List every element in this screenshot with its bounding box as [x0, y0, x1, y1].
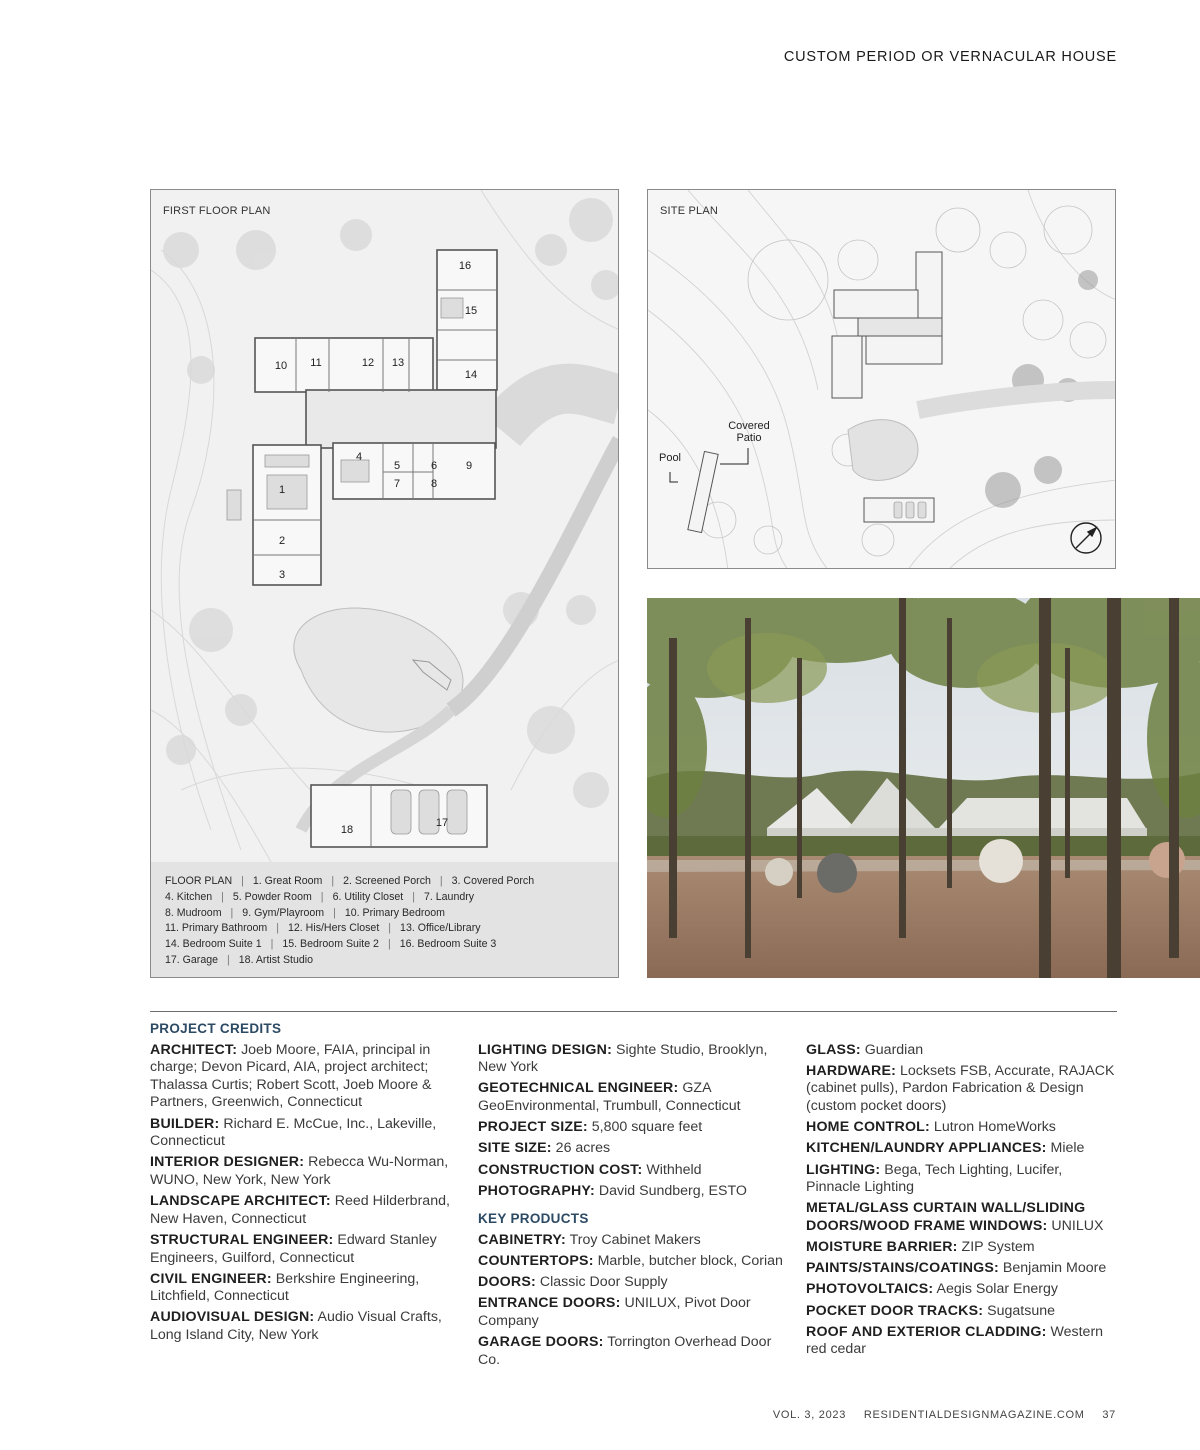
- credit-label: GARAGE DOORS:: [478, 1334, 604, 1351]
- pool-label: Pool: [658, 452, 682, 464]
- legend-line: 11. Primary Bathroom | 12. His/Hers Closet | 13. Office/Library: [165, 922, 481, 935]
- room-number: 10: [274, 360, 288, 372]
- room-number: 3: [278, 569, 286, 581]
- credit-entry: [478, 1119, 790, 1137]
- room-number: 1: [278, 484, 286, 496]
- credit-entry: [806, 1162, 1118, 1197]
- legend-item: 5. Powder Room: [232, 890, 312, 903]
- credit-value: UNILUX: [1047, 1217, 1104, 1234]
- credit-entry: [806, 1303, 1118, 1321]
- credit-value: Bega, Tech Lighting, Lucifer, Pinnacle Lighting: [806, 1161, 1063, 1196]
- credit-value: Audio Visual Crafts, Long Island City, New York: [150, 1309, 442, 1344]
- credit-label: GEOTECHNICAL ENGINEER:: [478, 1080, 679, 1097]
- credit-value: 5,800 square feet: [587, 1119, 703, 1136]
- room-number: 12: [361, 357, 375, 369]
- legend-item: 4. Kitchen: [165, 890, 213, 903]
- legend-item: 16. Bedroom Suite 3: [399, 938, 497, 951]
- floor-plan-drawing: [151, 190, 619, 862]
- credit-entry: [150, 1154, 462, 1189]
- credit-entry: [806, 1140, 1118, 1158]
- room-number: 15: [464, 305, 478, 317]
- credit-value: Berkshire Engineering, Litchfield, Connecticut: [150, 1270, 420, 1305]
- room-number: 7: [393, 478, 401, 490]
- credits-heading: PROJECT CREDITS: [150, 1021, 282, 1036]
- room-number: 5: [393, 460, 401, 472]
- credit-entry: [478, 1183, 790, 1201]
- page-footer: [759, 1409, 1116, 1421]
- credit-entry: [806, 1260, 1118, 1278]
- legend-item: 2. Screened Porch: [343, 875, 431, 887]
- key-products-heading: KEY PRODUCTS: [478, 1211, 589, 1227]
- credit-label: PROJECT SIZE:: [478, 1119, 588, 1136]
- room-number: 18: [340, 824, 354, 836]
- room-number: 2: [278, 535, 286, 547]
- room-number: 8: [430, 478, 438, 490]
- credit-entry: [478, 1042, 790, 1077]
- credit-label: BUILDER:: [150, 1115, 220, 1132]
- credit-label: DOORS:: [478, 1274, 536, 1291]
- credit-label: PHOTOGRAPHY:: [478, 1182, 595, 1199]
- credit-value: Sighte Studio, Brooklyn, New York: [478, 1041, 768, 1076]
- credit-value: UNILUX, Pivot Door Company: [478, 1295, 751, 1330]
- credit-value: Rebecca Wu-Norman, WUNO, New York, New York: [150, 1154, 449, 1188]
- credit-value: David Sundberg, ESTO: [594, 1182, 747, 1199]
- section-header: CUSTOM PERIOD OR VERNACULAR HOUSE: [783, 49, 1117, 65]
- site-plan-panel: [647, 189, 1116, 569]
- credit-entry: [806, 1119, 1118, 1137]
- credit-label: PAINTS/STAINS/COATINGS:: [806, 1260, 999, 1277]
- credit-value: 26 acres: [551, 1140, 611, 1157]
- legend-item: 6. Utility Closet: [332, 890, 404, 903]
- floor-plan-panel: [150, 189, 619, 978]
- room-number: 17: [435, 817, 449, 829]
- credit-label: INTERIOR DESIGNER:: [150, 1154, 305, 1171]
- legend-line: 8. Mudroom | 9. Gym/Playroom | 10. Primary Bedroom: [165, 906, 445, 919]
- credit-label: STRUCTURAL ENGINEER:: [150, 1231, 334, 1248]
- legend-item: FLOOR PLAN: [165, 875, 233, 887]
- credit-entry: [478, 1080, 790, 1115]
- credit-label: POCKET DOOR TRACKS:: [806, 1302, 984, 1319]
- page-number: 37: [1102, 1409, 1116, 1421]
- landscape-photo: [647, 598, 1200, 978]
- credit-label: LIGHTING DESIGN:: [478, 1041, 613, 1058]
- legend-item: 18. Artist Studio: [238, 953, 313, 966]
- legend-item: 3. Covered Porch: [451, 875, 535, 887]
- credit-value: Benjamin Moore: [998, 1260, 1107, 1277]
- credit-label: ROOF AND EXTERIOR CLADDING:: [806, 1323, 1047, 1340]
- footer-volume: VOL. 3, 2023: [772, 1409, 847, 1421]
- credit-value: Withheld: [642, 1161, 702, 1178]
- credit-entry: [478, 1162, 790, 1180]
- credit-value: Locksets FSB, Accurate, RAJACK (cabinet pulls), Pardon Fabrication & Design (custom pocket doors): [806, 1062, 1115, 1114]
- credit-value: Troy Cabinet Makers: [565, 1231, 701, 1248]
- credit-label: CIVIL ENGINEER:: [150, 1270, 272, 1287]
- legend-item: 10. Primary Bedroom: [344, 906, 445, 919]
- credit-entry: [478, 1295, 790, 1330]
- credit-label: SITE SIZE:: [478, 1140, 552, 1157]
- credit-value: Richard E. McCue, Inc., Lakeville, Connecticut: [150, 1115, 437, 1150]
- credit-entry: [478, 1253, 790, 1271]
- credit-label: COUNTERTOPS:: [478, 1253, 594, 1270]
- credit-label: LIGHTING:: [806, 1161, 881, 1178]
- room-number: 6: [430, 460, 438, 472]
- credit-entry: [150, 1042, 462, 1112]
- legend-line: FLOOR PLAN | 1. Great Room | 2. Screened Porch | 3. Covered Porch: [165, 875, 535, 887]
- legend-item: 9. Gym/Playroom: [242, 906, 325, 919]
- site-plan-drawing: [648, 190, 1116, 569]
- credit-label: CABINETRY:: [478, 1231, 566, 1248]
- credit-value: Sugatsune: [983, 1302, 1055, 1319]
- credit-entry: [806, 1239, 1118, 1257]
- credit-value: Lutron HomeWorks: [929, 1119, 1056, 1136]
- legend-line: 14. Bedroom Suite 1 | 15. Bedroom Suite 2 | 16. Bedroom Suite 3: [165, 938, 497, 951]
- credit-label: ARCHITECT:: [150, 1041, 238, 1058]
- credit-label: AUDIOVISUAL DESIGN:: [150, 1309, 315, 1326]
- credit-entry: [806, 1042, 1118, 1060]
- legend-item: 17. Garage: [165, 953, 219, 966]
- credit-entry: [806, 1200, 1118, 1235]
- credit-label: GLASS:: [806, 1041, 861, 1058]
- credit-value: ZIP System: [957, 1239, 1035, 1256]
- room-number: 11: [310, 357, 322, 369]
- credit-value: Aegis Solar Energy: [933, 1281, 1058, 1298]
- credit-entry: [478, 1274, 790, 1292]
- credit-entry: [150, 1271, 462, 1306]
- credit-entry: [478, 1140, 790, 1158]
- credit-label: MOISTURE BARRIER:: [806, 1239, 958, 1256]
- credit-entry: [478, 1334, 790, 1369]
- site-plan-title: SITE PLAN: [660, 205, 719, 217]
- legend-item: 11. Primary Bathroom: [165, 922, 268, 935]
- credit-label: PHOTOVOLTAICS:: [806, 1281, 934, 1298]
- credit-value: GZA GeoEnvironmental, Trumbull, Connecticut: [478, 1080, 741, 1114]
- credit-entry: [806, 1324, 1118, 1359]
- credit-value: Joeb Moore, FAIA, principal in charge; Devon Picard, AIA, project architect; Thalassa Curtis; Robert Scott, Joeb Moore & Partners, Greenwich, Connecticut: [150, 1041, 432, 1111]
- credit-entry: [478, 1232, 790, 1250]
- credit-value: Miele: [1046, 1140, 1085, 1157]
- room-number: 14: [464, 369, 478, 381]
- room-number: 13: [391, 357, 405, 369]
- legend-line: 4. Kitchen | 5. Powder Room | 6. Utility Closet | 7. Laundry: [165, 890, 475, 903]
- credit-label: HARDWARE:: [806, 1062, 897, 1079]
- credits-column-3: [806, 1020, 1118, 1363]
- credit-label: LANDSCAPE ARCHITECT:: [150, 1193, 331, 1210]
- legend-item: 1. Great Room: [252, 875, 323, 887]
- credits-column-1: [150, 1020, 462, 1348]
- credit-value: Marble, butcher block, Corian: [593, 1253, 783, 1270]
- credit-label: KITCHEN/LAUNDRY APPLIANCES:: [806, 1140, 1047, 1157]
- room-number: 4: [355, 451, 363, 463]
- credit-entry: [150, 1232, 462, 1267]
- legend-line: 17. Garage | 18. Artist Studio: [165, 953, 313, 966]
- credit-label: HOME CONTROL:: [806, 1119, 930, 1136]
- room-number: 16: [458, 260, 472, 272]
- floor-plan-title: FIRST FLOOR PLAN: [163, 205, 271, 217]
- floor-plan-legend: [151, 862, 618, 978]
- footer-website: RESIDENTIALDESIGNMAGAZINE.COM: [863, 1409, 1085, 1421]
- credit-entry: [806, 1063, 1118, 1116]
- credit-value: Western red cedar: [806, 1323, 1104, 1358]
- credit-value: Reed Hilderbrand, New Haven, Connecticut: [150, 1193, 450, 1227]
- room-number: 9: [465, 460, 473, 472]
- legend-item: 8. Mudroom: [165, 906, 222, 919]
- legend-item: 7. Laundry: [423, 890, 475, 903]
- credit-label: METAL/GLASS CURTAIN WALL/SLIDING DOORS/WOOD FRAME WINDOWS:: [806, 1200, 1086, 1234]
- north-arrow-icon: [1071, 523, 1101, 553]
- credit-value: Torrington Overhead Door Co.: [478, 1334, 772, 1368]
- credit-entry: [150, 1309, 462, 1344]
- credit-label: ENTRANCE DOORS:: [478, 1295, 621, 1312]
- credit-entry: [150, 1116, 462, 1151]
- credit-entry: [150, 1193, 462, 1228]
- credit-entry: [806, 1281, 1118, 1299]
- legend-item: 15. Bedroom Suite 2: [282, 938, 379, 951]
- legend-item: 12. His/Hers Closet: [288, 922, 380, 935]
- covered-patio-label: Covered Patio: [728, 420, 770, 444]
- credit-label: CONSTRUCTION COST:: [478, 1161, 643, 1178]
- credit-value: Edward Stanley Engineers, Guilford, Connecticut: [150, 1231, 437, 1266]
- legend-item: 14. Bedroom Suite 1: [165, 938, 262, 951]
- credit-value: Classic Door Supply: [535, 1274, 668, 1291]
- section-divider: [150, 1011, 1117, 1012]
- credits-column-2: [478, 1020, 790, 1373]
- legend-item: 13. Office/Library: [400, 922, 481, 935]
- credit-value: Guardian: [860, 1041, 924, 1058]
